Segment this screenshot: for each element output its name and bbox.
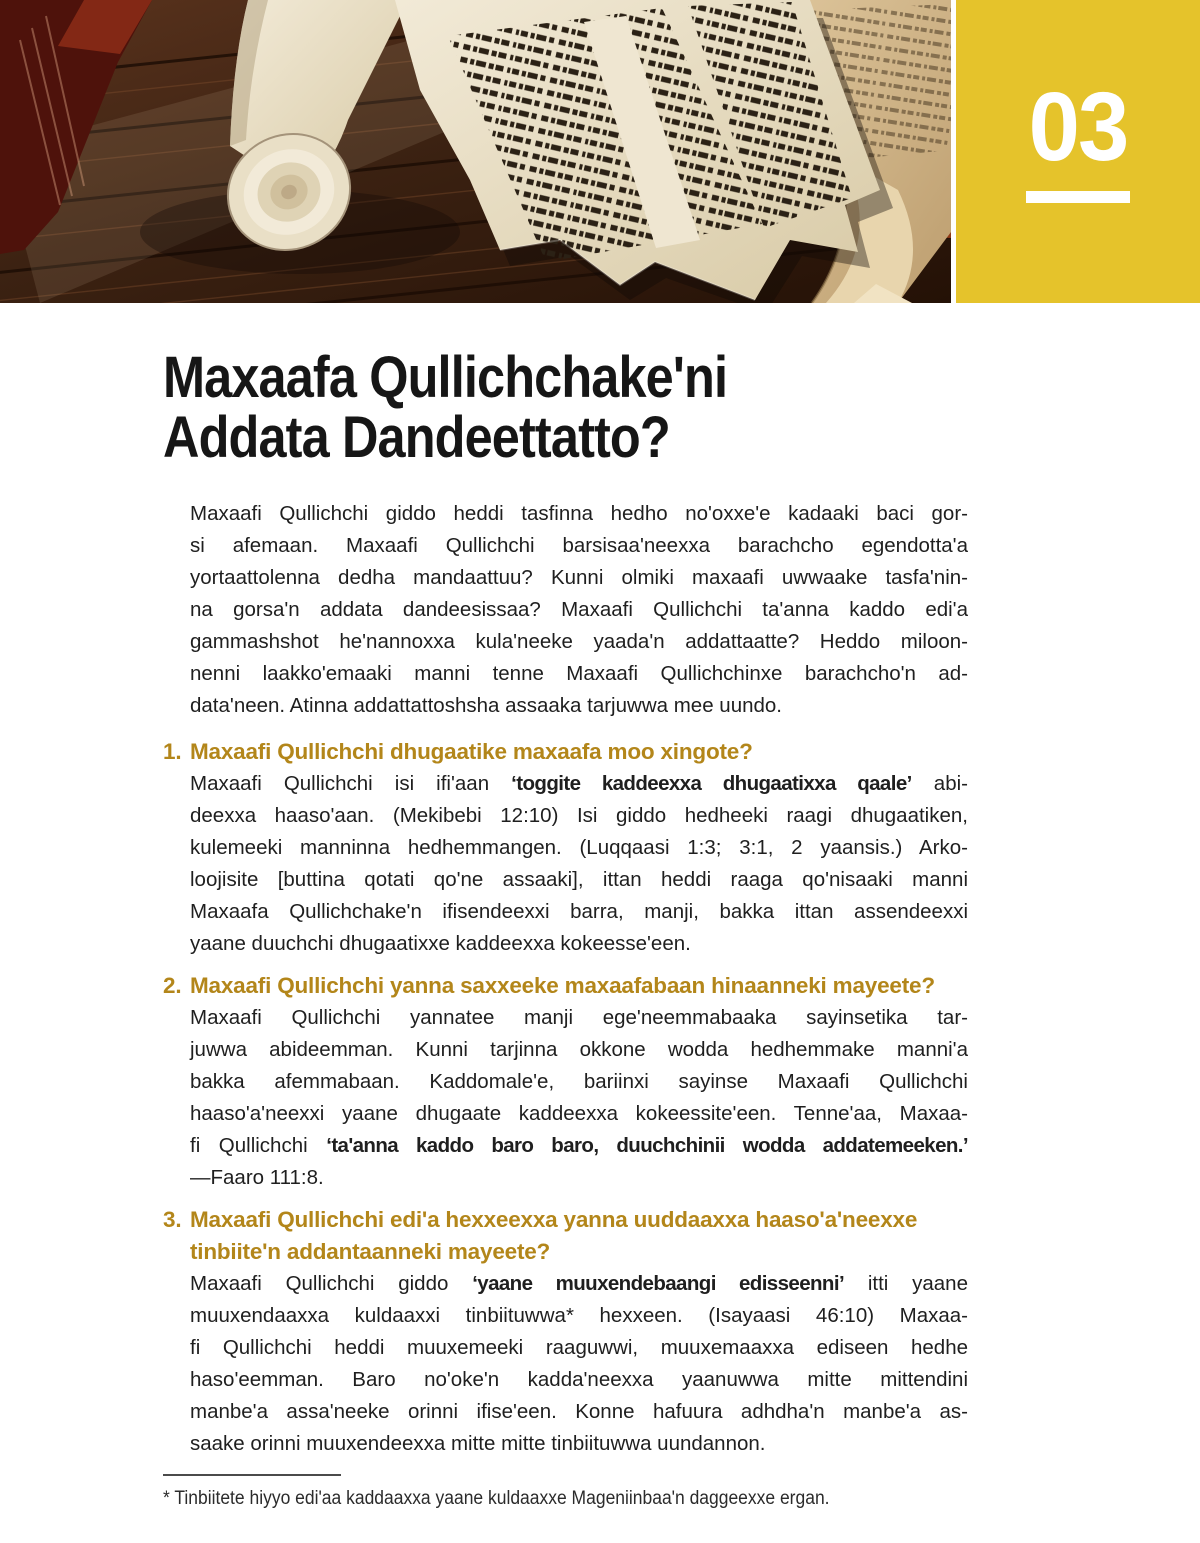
question-1-heading: [163, 736, 968, 768]
question-3-paragraph: Maxaafi Qullichchi giddo ‘yaane muuxendebaangi edisseenni’ itti yaane muuxendaaxxa kuldaaxxi tinbiituwwa* hexxeen. (Isayaasi 46:10) Maxaa- fi Qullichchi heddi muuxemeeki raaguwwi, muuxemaaxxa ediseen hedhe haso'eemman. Baro no'oke'n kadda'neexxa yaanuwwa mitte mittendini manbe'a assa'neeke orinni ifise'een. Konne hafuura adhdha'n manbe'a as- saake orinni muuxendeexxa mitte mitte tinbiituwwa uundannon.: [190, 1272, 968, 1455]
intro-paragraph: Maxaafi Qullichchi giddo heddi tasfinna hedho no'oxxe'e kadaaki baci gor- si afemaan. Maxaafi Qullichchi barsisaa'neexxa barachcho egendotta'a yortaattolenna dedha mandaattuu? Kunni olmiki maxaafi uwwaake tasfa'nin- na gorsa'n addata dandeesissaa? Maxaafi Qullichchi ta'anna kaddo edi'a gammashshot he'nannoxxa kula'neeke yaada'n addattaatte? Heddo miloon- nenni laakko'emaaki manni tenne Maxaafi Qullichchinxe barachcho'n ad- data'neen. Atinna addattattoshsha assaaka tarjuwwa mee uundo.: [190, 502, 968, 717]
hero-banner: [0, 0, 1200, 303]
chapter-underline: [1026, 191, 1130, 203]
question-3-heading: [163, 1204, 968, 1268]
question-1-heading-text: Maxaafi Qullichchi dhugaatike maxaafa moo xingote?: [190, 739, 753, 764]
scrolls-photo: [0, 0, 951, 303]
question-2-heading: [163, 970, 968, 1002]
section-1: [0, 736, 1200, 960]
question-1-paragraph: Maxaafi Qullichchi isi ifi'aan ‘toggite kaddeexxa dhugaatixxa qaale’ abi- deexxa haaso'aan. (Mekibebi 12:10) Isi giddo hedheeki raagi dhugaatiken, kulemeeki manninna hedhemmangen. (Luqqaasi 1:3; 3:1, 2 yaansis.) Arko- loojisite [buttina qotati qo'ne assaaki], ittan heddi raaga qo'nisaaki manni Maxaafa Qullichchake'n ifisendeexxi barra, manji, bakka ittan assendeexxi yaane duuchchi dhugaatixxe kaddeexxa kokeesse'een.: [190, 772, 968, 955]
question-3-heading-text: Maxaafi Qullichchi edi'a hexxeexxa yanna uuddaaxxa haaso'a'neexxe tinbiite'n addantaanneki mayeete?: [190, 1207, 918, 1264]
question-2-paragraph: Maxaafi Qullichchi yannatee manji ege'neemmabaaka sayinsetika tar- juwwa abideemman. Kunni tarjinna okkone wodda hedhemmake manni'a bakka afemmabaan. Kaddomale'e, bariinxi sayinse Maxaafi Qullichchi haaso'a'neexxi yaane dhugaate kaddeexxa kokeessite'een. Tenne'aa, Maxaa- fi Qullichchi ‘ta'anna kaddo baro baro, duuchchinii wodda addatemeeken.’ —Faaro 111:8.: [190, 1006, 969, 1189]
title-line-1: Maxaafa Qullichchake'ni: [163, 345, 728, 410]
question-1-number: 1.: [163, 739, 182, 764]
title-line-2: Addata Dandeettatto?: [163, 405, 670, 470]
chapter-number: 03: [1028, 72, 1128, 181]
question-3-number: 3.: [163, 1207, 182, 1232]
article-title: [163, 345, 1083, 470]
footnote-rule: [163, 1474, 341, 1476]
footnote: [0, 1474, 1200, 1510]
section-3: [0, 1204, 1200, 1460]
footnote-text: * Tinbiitete hiyyo edi'aa kaddaaxxa yaane kuldaaxxe Mageniinbaa'n daggeexxe ergan.: [163, 1488, 830, 1509]
section-2: [0, 970, 1200, 1194]
article: [0, 345, 1200, 1510]
scrolls-photo-illustration: [0, 0, 951, 303]
question-2-heading-text: Maxaafi Qullichchi yanna saxxeeke maxaafabaan hinaanneki mayeete?: [190, 973, 935, 998]
question-2-number: 2.: [163, 973, 182, 998]
chapter-badge: [956, 0, 1200, 303]
